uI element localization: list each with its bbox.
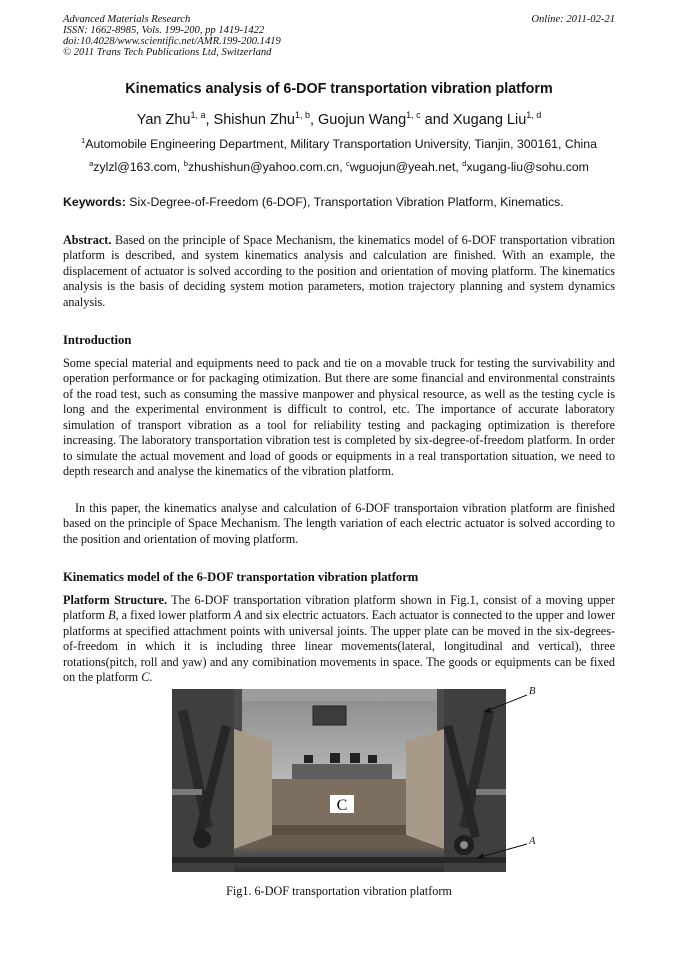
platform-structure-label: Platform Structure. bbox=[63, 593, 167, 607]
author-affil-mark: 1, b bbox=[294, 110, 310, 121]
section-heading-introduction: Introduction bbox=[63, 333, 132, 347]
author-list: Yan Zhu$^{1, a}$, Shishun Zhu$^{1, b}$, Guojun Wang$^{1, c}$ and Xugang Liu$^{1, d}$ bbox=[136, 110, 542, 128]
author-name: Guojun Wang bbox=[318, 112, 407, 128]
author-name: Xugang Liu bbox=[452, 112, 527, 128]
platform-photo bbox=[172, 689, 506, 872]
section-heading-kinematics: Kinematics model of the 6-DOF transportation vibration platform bbox=[63, 570, 419, 584]
affiliation-text: Automobile Engineering Department, Military Transportation University, Tianjin, 300161, China bbox=[85, 137, 597, 151]
figure-caption: Fig1. 6-DOF transportation vibration platform bbox=[226, 884, 452, 898]
author-name: Shishun Zhu bbox=[213, 112, 295, 128]
email-link[interactable]: xugang-liu@sohu.com bbox=[466, 160, 589, 174]
email-list: $^a$zylzl@163.com, $^b$zhushishun@yahoo.com.cn, $^c$wguojun@yeah.net, $^d$xugang-liu@sohu.com bbox=[89, 158, 589, 174]
running-header bbox=[63, 15, 615, 59]
email-link[interactable]: wguojun@yeah.net bbox=[349, 160, 456, 174]
author-affil-mark: 1, a bbox=[190, 110, 206, 121]
platform-photo-drawing bbox=[172, 689, 506, 872]
abstract-label: Abstract. bbox=[63, 233, 112, 247]
keywords-label: Keywords: bbox=[63, 195, 126, 209]
author-affil-mark: 1, c bbox=[406, 110, 421, 121]
email-link[interactable]: zylzl@163.com bbox=[93, 160, 177, 174]
affiliation bbox=[0, 137, 678, 151]
keywords-text: Six-Degree-of-Freedom (6-DOF), Transportation Vibration Platform, Kinematics. bbox=[129, 195, 564, 209]
platform-structure-paragraph: Platform Structure. The 6-DOF transportation vibration platform shown in Fig.1, consist of a moving upper platform B, a fixed lower platform A and six electric actuators. Each actuator is connected to the upper and lower platforms at specified attachment points with universal joints. The upper plate can be moved in the six-degrees-of-freedom in which it is including three linear movements(lateral, longitudinal and vertical), three rotations(pitch, roll and yaw) and any comibination movements in space. The goods or equipments can be fixed on the platform C. bbox=[63, 593, 616, 685]
introduction-paragraph-1: Some special material and equipments need to pack and tie on a movable truck for testing the survivability and operation performance or for packaging otimization. But there are some financial and environmental constraints of the road test, such as consuming the massive manpower and physical resource, as well as the testing cycle is long and the experimental environment is difficult to control, etc. The importance of accurate laboratory simulation of transport vibration as a tool for reliability testing and packaging optimization is therefore increasing. The laboratory transportation vibration test is completed by six-degree-of-freedom platform. In order to simulate the actual movement and load of goods or equipments in a real transportation situation, we need to depth research and analyse the kinematics of the vibration platform. bbox=[63, 356, 615, 479]
label-b: B bbox=[529, 686, 536, 697]
doi-line: doi:10.4028/www.scientific.net/AMR.199-200.1419 bbox=[63, 35, 281, 47]
email-link[interactable]: zhushishun@yahoo.com.cn bbox=[187, 160, 340, 174]
abstract bbox=[63, 233, 615, 310]
label-c-box bbox=[330, 795, 354, 813]
label-a: A bbox=[529, 836, 536, 847]
issn-line: ISSN: 1662-8985, Vols. 199-200, pp 1419-1422 bbox=[63, 24, 265, 36]
copyright-line: © 2011 Trans Tech Publications Ltd, Switzerland bbox=[63, 46, 272, 58]
author-affil-mark: 1, d bbox=[526, 110, 542, 121]
label-c: C bbox=[336, 797, 348, 814]
abstract-text: Based on the principle of Space Mechanism, the kinematics model of 6-DOF transportation vibration platform is described, and system kinematics analysis and calculation are finished. With an example, the displacement of actuator is solved according to the position and orientation of moving platform. The kinematics analysis is the basis of deciding system motion parameters, motion trajectory planning and system dynamics analysis. bbox=[63, 233, 616, 309]
author-name: Yan Zhu bbox=[136, 112, 191, 128]
affiliation-mark: 1 bbox=[81, 135, 86, 145]
paper-title: Kinematics analysis of 6-DOF transportation vibration platform bbox=[125, 81, 553, 97]
keywords bbox=[63, 195, 615, 209]
online-date: Online: 2011-02-21 bbox=[531, 14, 615, 25]
journal-name: Advanced Materials Research bbox=[63, 14, 191, 25]
introduction-paragraph-2: In this paper, the kinematics analyse and calculation of 6-DOF transportaion vibration platform are finished based on the principle of Space Mechanism. The length variation of each electric actuator is solved according to the position and orientation of moving platform. bbox=[63, 501, 615, 546]
